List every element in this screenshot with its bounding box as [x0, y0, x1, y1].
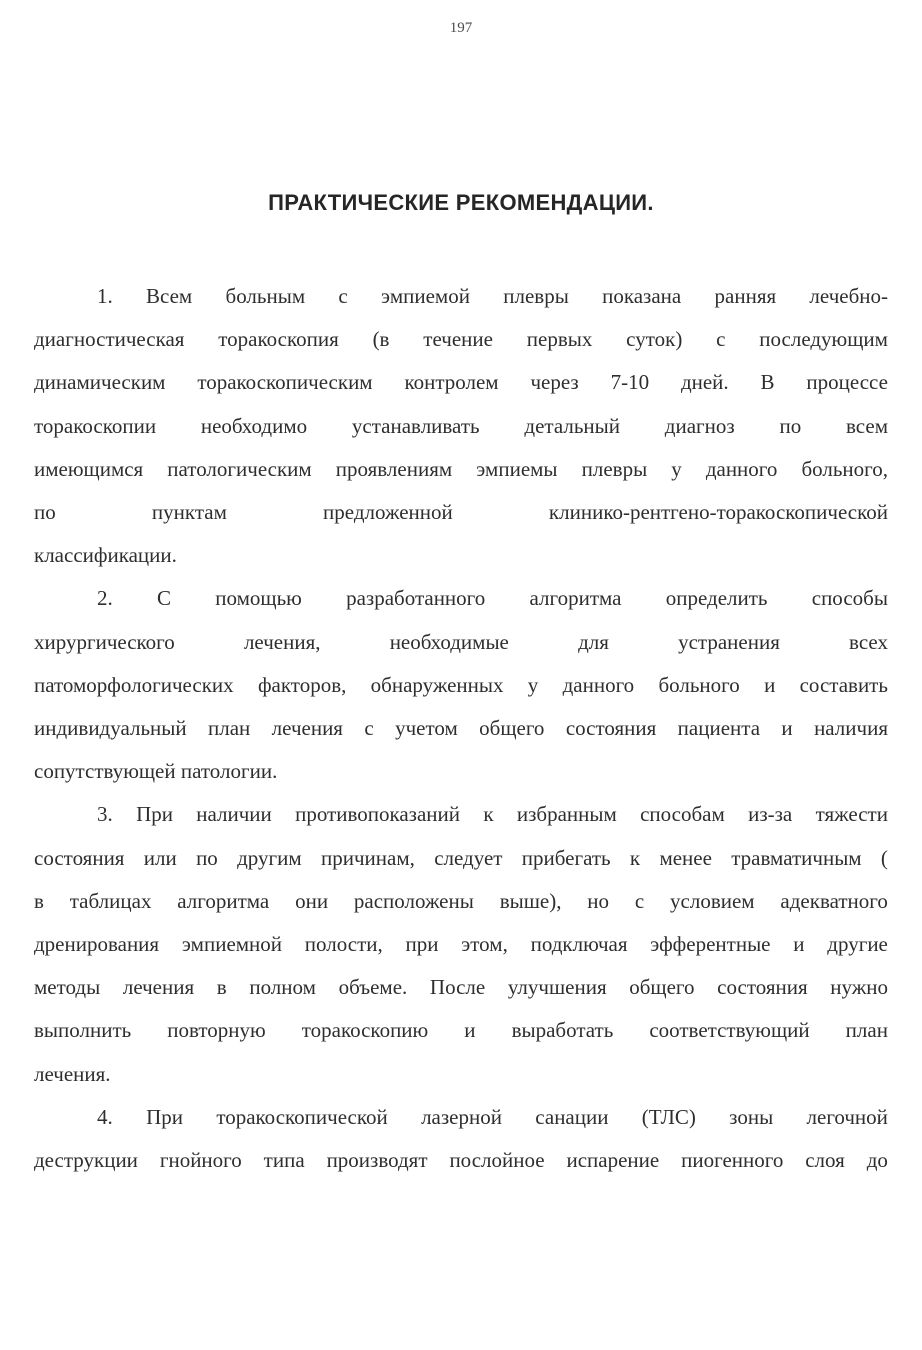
text-line: 2. С помощью разработанного алгоритма определить способы — [97, 586, 888, 611]
text-line: патоморфологических факторов, обнаруженных у данного больного и составить — [34, 672, 888, 697]
text-line: индивидуальный план лечения с учетом общего состояния пациента и наличия — [34, 716, 888, 741]
text-line: дренирования эмпиемной полости, при этом, подключая эфферентные и другие — [34, 932, 888, 957]
page-number: 197 — [449, 20, 473, 36]
text-line: лечения. — [34, 1061, 111, 1086]
paragraph-4 — [34, 1096, 888, 1182]
paragraph-2 — [34, 577, 888, 793]
text-line: состояния или по другим причинам, следует прибегать к менее травматичным ( — [34, 845, 888, 870]
text-line: торакоскопии необходимо устанавливать детальный диагноз по всем — [34, 413, 888, 438]
page-title: ПРАКТИЧЕСКИЕ РЕКОМЕНДАЦИИ. — [268, 190, 654, 215]
text-line: классификации. — [34, 543, 177, 568]
text-line: динамическим торакоскопическим контролем через 7-10 дней. В процессе — [34, 370, 888, 395]
text-line: в таблицах алгоритма они расположены выше), но с условием адекватного — [34, 888, 888, 913]
document-body — [34, 275, 888, 1182]
text-line: деструкции гнойного типа производят послойное испарение пиогенного слоя до — [34, 1148, 888, 1173]
text-line: методы лечения в полном объеме. После улучшения общего состояния нужно — [34, 975, 888, 1000]
text-line: диагностическая торакоскопия (в течение первых суток) с последующим — [34, 327, 888, 352]
text-line: 3. При наличии противопоказаний к избранным способам из-за тяжести — [97, 802, 888, 827]
text-line: по пунктам предложенной клинико-рентгено-торакоскопической — [34, 500, 888, 525]
text-line: хирургического лечения, необходимые для устранения всех — [34, 629, 888, 654]
paragraph-1 — [34, 275, 888, 577]
text-line: 1. Всем больным с эмпиемой плевры показана ранняя лечебно- — [97, 284, 888, 308]
text-line: выполнить повторную торакоскопию и выработать соответствующий план — [34, 1018, 888, 1043]
paragraph-3 — [34, 793, 888, 1095]
text-line: имеющимся патологическим проявлениям эмпиемы плевры у данного больного, — [34, 456, 888, 481]
text-line: сопутствующей патологии. — [34, 759, 278, 784]
text-line: 4. При торакоскопической лазерной санации (ТЛС) зоны легочной — [97, 1104, 888, 1129]
